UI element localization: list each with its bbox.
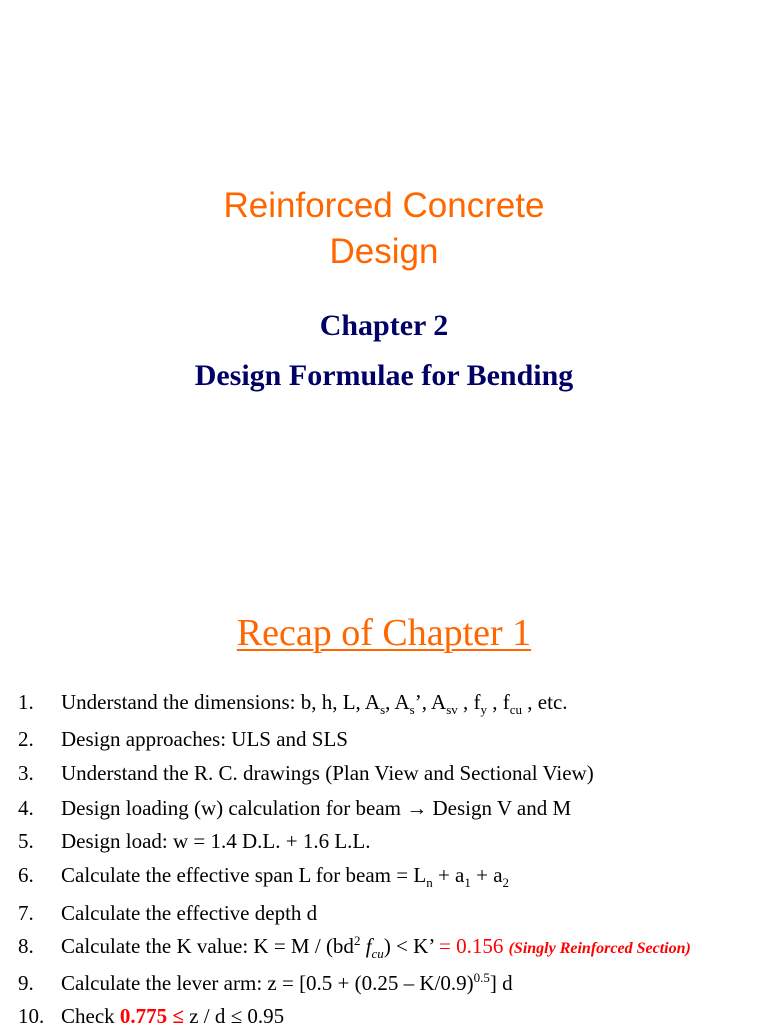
k-prime-value: = 0.156 xyxy=(439,934,504,958)
item-text: Calculate the K value: $K = M / (bd^2$ $f_{cu}) < K$’ = 0.156 (Singly Reinforced Section) xyxy=(61,933,691,962)
item-text: Calculate the lever arm: z = [0.5 + (0.25 – K/0.9)$^{0.5}$] d xyxy=(61,970,513,995)
list-item-7 xyxy=(0,898,768,928)
item-number: 5. xyxy=(18,829,34,853)
item-number: 9. xyxy=(18,971,34,995)
chapter-heading: Chapter 2 xyxy=(319,309,449,342)
item-text: Design load: w = 1.4 D.L. + 1.6 L.L. xyxy=(61,829,371,853)
recap-slide xyxy=(0,512,768,1028)
list-item-8 xyxy=(0,931,768,961)
recap-title: Recap of Chapter 1 xyxy=(236,612,532,654)
arrow-icon: → xyxy=(406,796,428,820)
item-text: Check 0.775 ≤ z / d ≤ 0.95 xyxy=(61,1004,285,1028)
list-item-2 xyxy=(0,724,768,754)
list-item-4 xyxy=(0,793,768,823)
list-item-3 xyxy=(0,758,768,788)
item-text: Calculate the effective span L for beam = $L_n + a_1 + a_2$ xyxy=(61,863,510,891)
list-item-9 xyxy=(0,968,768,998)
item-text: Calculate the effective depth d xyxy=(61,901,318,925)
item-text: Design approaches: ULS and SLS xyxy=(61,727,348,751)
item-number: 3. xyxy=(18,761,34,785)
item-text: Design loading (w) calculation for beam → Design V and M xyxy=(61,796,572,820)
list-item-6 xyxy=(0,860,768,890)
item-text: Understand the dimensions: b, h, L, $A_s$, $A_s$’, $A_{sv}$ , $f_y$ , $f_{cu}$ , etc. xyxy=(61,690,568,718)
item-number: 2. xyxy=(18,727,34,751)
item-number: 8. xyxy=(18,934,34,958)
list-item-5 xyxy=(0,826,768,856)
main-title-line1: Reinforced Concrete xyxy=(223,186,545,225)
chapter-subtitle: Design Formulae for Bending xyxy=(194,359,574,392)
list-item-1 xyxy=(0,687,768,717)
item-number: 10. xyxy=(18,1004,45,1028)
main-title-line2: Design xyxy=(329,232,439,271)
item-number: 1. xyxy=(18,690,34,714)
main-title xyxy=(0,183,768,275)
title-slide xyxy=(0,0,768,512)
singly-reinforced-note: (Singly Reinforced Section) xyxy=(508,940,691,957)
list-item-10 xyxy=(0,1001,768,1031)
item-number: 7. xyxy=(18,901,34,925)
item-text: Understand the R. C. drawings (Plan View and Sectional View) xyxy=(61,761,594,785)
item-number: 4. xyxy=(18,796,34,820)
lower-limit-value: 0.775 ≤ xyxy=(119,1004,184,1028)
item-number: 6. xyxy=(18,863,34,887)
